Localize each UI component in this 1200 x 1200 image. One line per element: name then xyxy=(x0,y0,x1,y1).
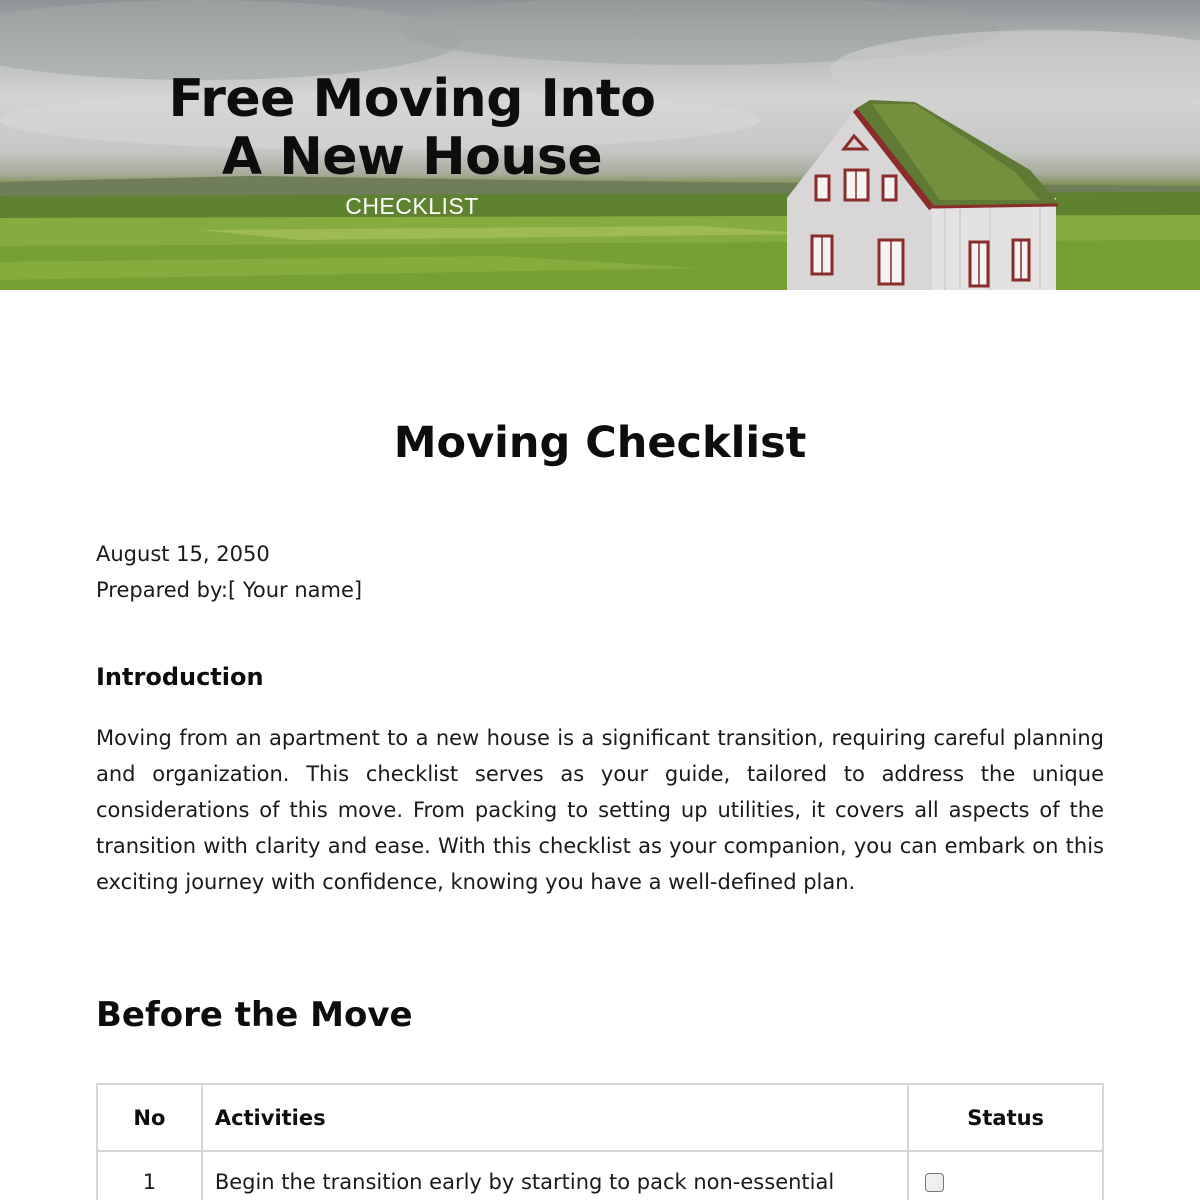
banner-title-line-2: A New House xyxy=(221,127,603,187)
row-activity: Begin the transition early by starting to pack non-essential xyxy=(202,1151,908,1200)
document-meta xyxy=(96,536,362,608)
introduction-body: Moving from an apartment to a new house is a significant transition, requiring careful planning and organization. This checklist serves as your guide, tailored to address the unique considerations of this move. From packing to setting up utilities, it covers all aspects of the transition with clarity and ease. With this checklist as your companion, you can embark on this exciting journey with confidence, knowing you have a well-defined plan. xyxy=(96,726,1104,894)
table-row xyxy=(97,1151,1103,1200)
before-move-table xyxy=(96,1083,1104,1200)
header-banner xyxy=(0,0,1200,290)
table-header-row xyxy=(97,1084,1103,1151)
banner-title-line-1: Free Moving Into xyxy=(168,69,656,129)
column-header-activities: Activities xyxy=(202,1084,908,1151)
document-title: Moving Checklist xyxy=(393,418,807,468)
row-number: 1 xyxy=(97,1151,202,1200)
column-header-status: Status xyxy=(908,1084,1103,1151)
banner-subtitle: CHECKLIST xyxy=(345,193,479,219)
before-move-heading: Before the Move xyxy=(96,995,413,1035)
row-status xyxy=(908,1151,1103,1200)
prepared-by: Prepared by:[ Your name] xyxy=(96,578,363,602)
column-header-no: No xyxy=(97,1084,202,1151)
introduction-heading: Introduction xyxy=(96,663,264,691)
document-date: August 15, 2050 xyxy=(96,542,270,566)
house-illustration xyxy=(787,100,1060,290)
banner-title xyxy=(112,70,712,186)
status-checkbox[interactable] xyxy=(925,1173,944,1192)
